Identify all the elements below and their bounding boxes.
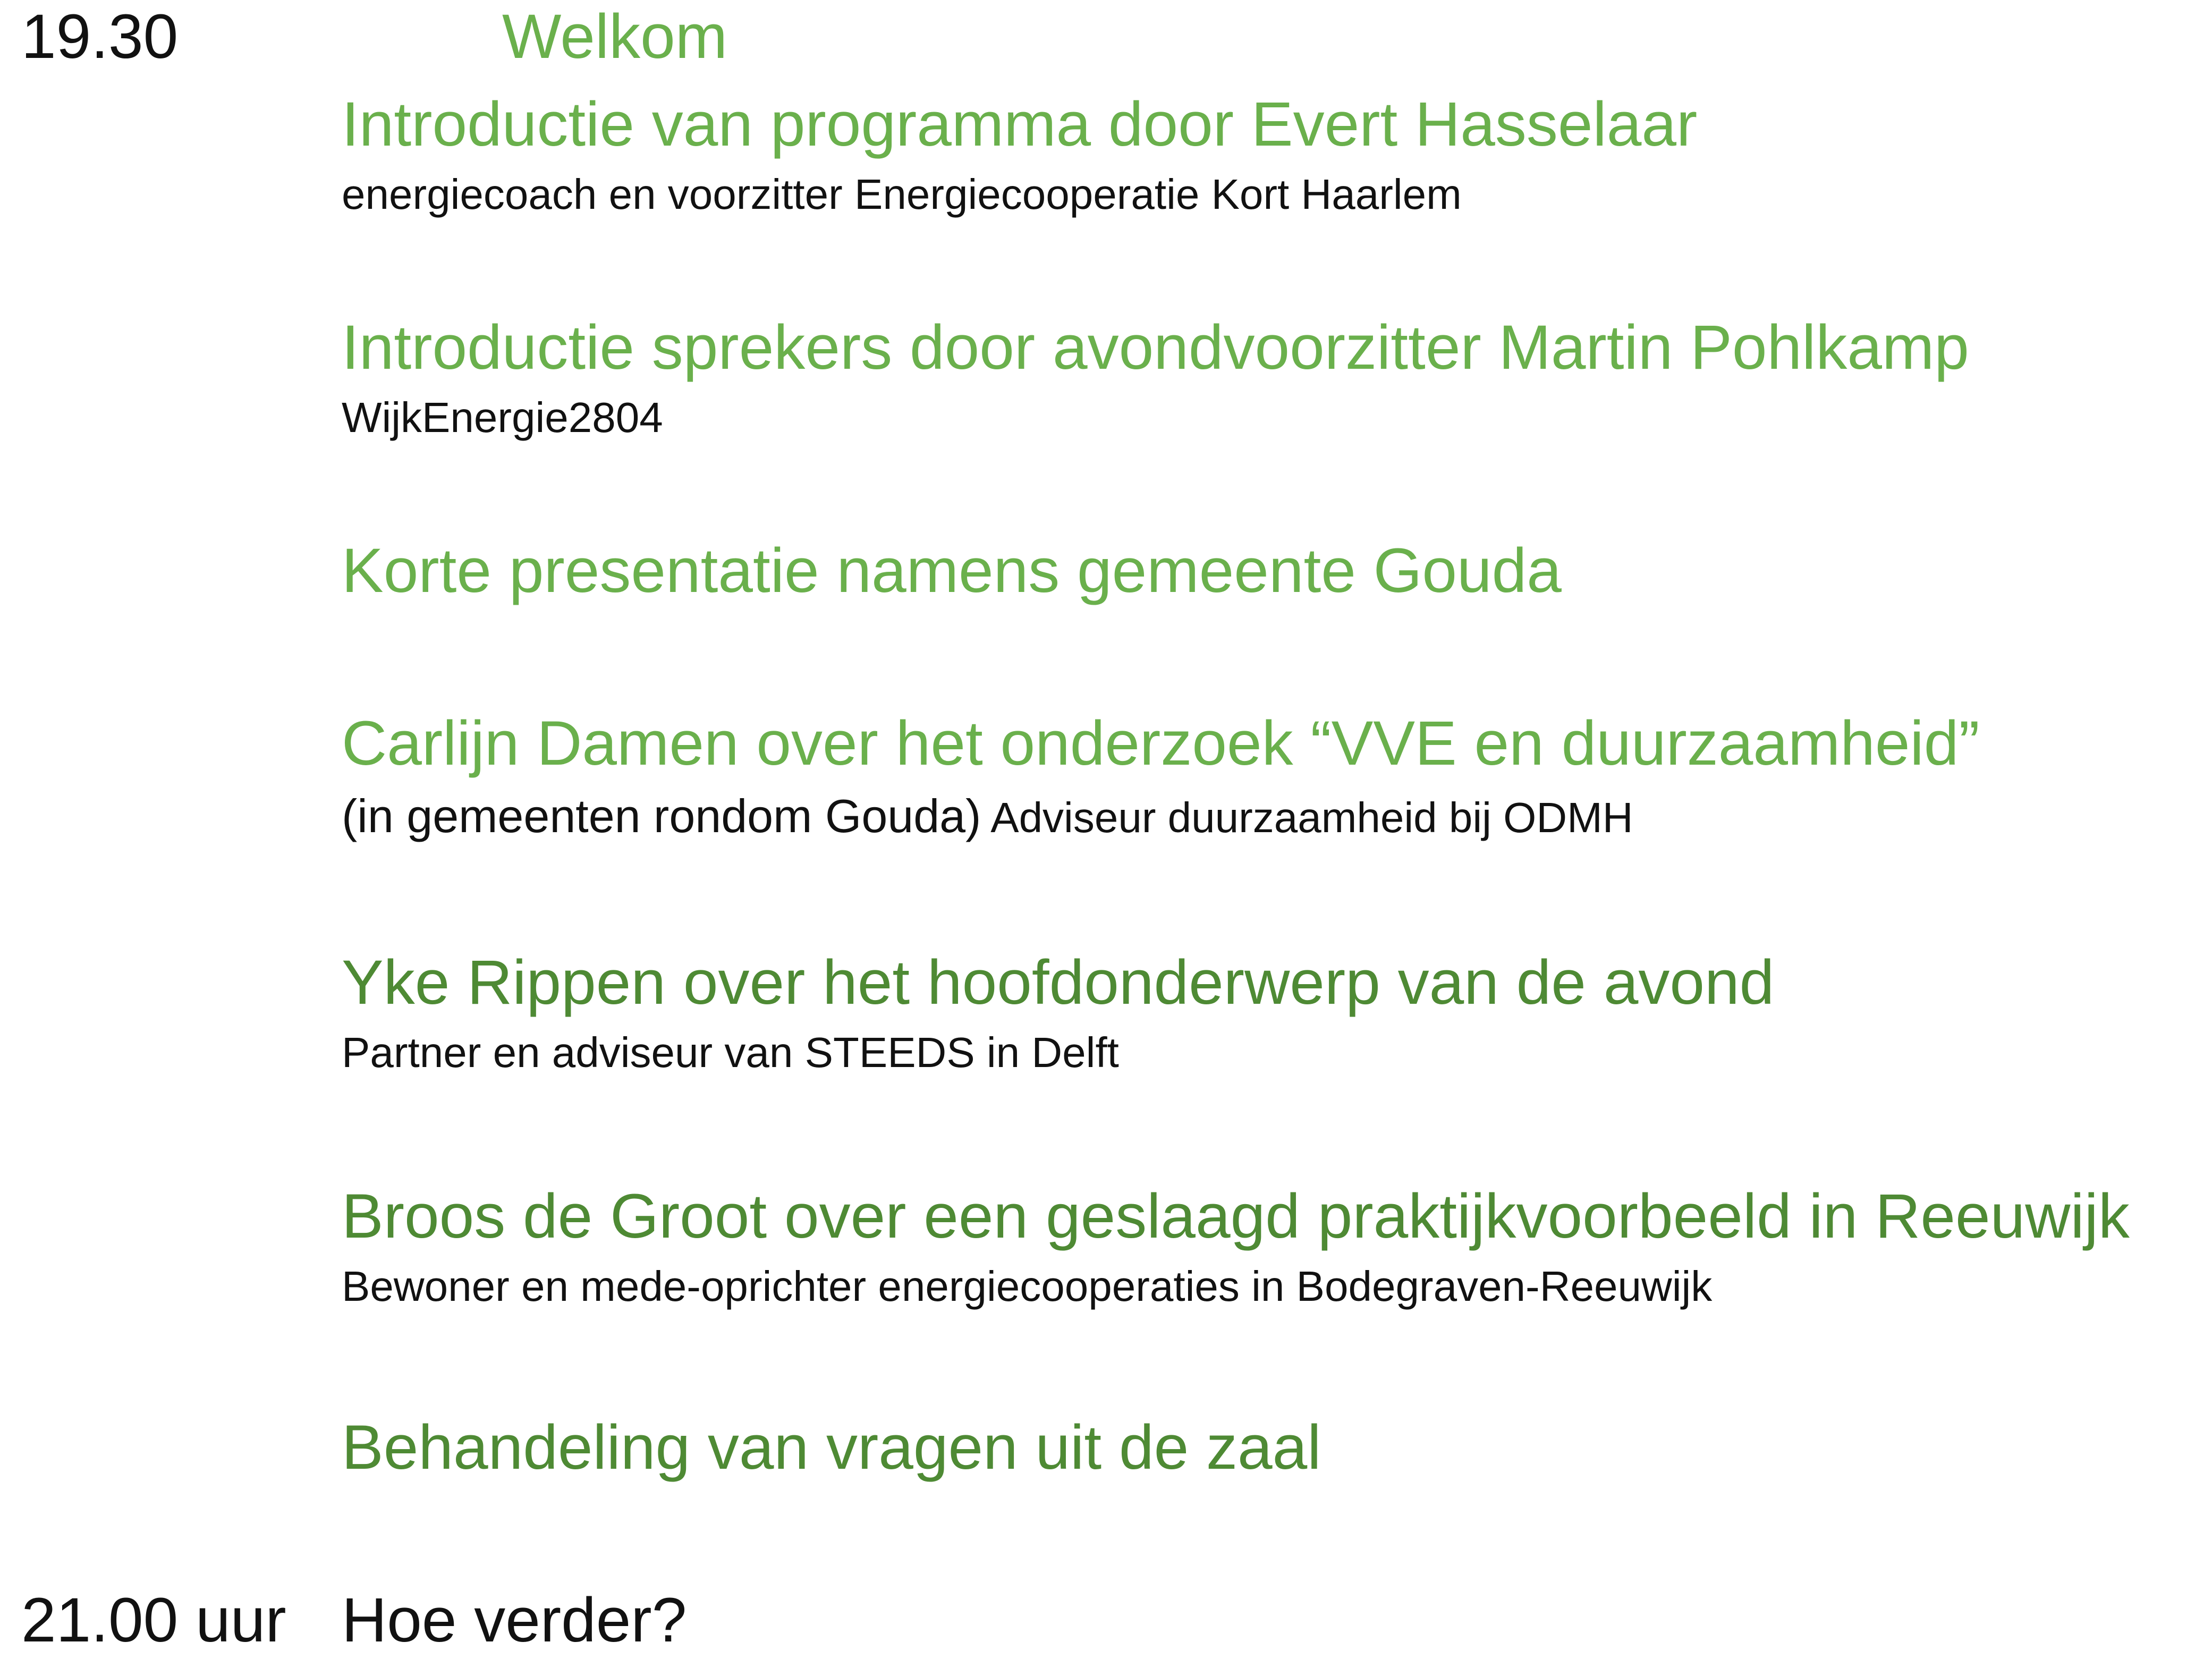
program-item-subtitle: Partner en adviseur van STEEDS in Delft xyxy=(342,1029,1119,1077)
program-item-presentatie-gemeente xyxy=(342,534,1562,608)
start-time: 19.30 xyxy=(21,2,179,72)
program-item-subtitle: Adviseur duurzaamheid bij ODMH xyxy=(990,794,1633,842)
program-item-introductie-programma xyxy=(342,88,1697,220)
program-item-title: Introductie van programma door Evert Hasselaar xyxy=(342,89,1698,159)
closing-label: Hoe verder? xyxy=(342,1585,687,1655)
end-time: 21.00 uur xyxy=(21,1585,286,1655)
program-item-title: Yke Rippen over het hoofdonderwerp van de avond xyxy=(342,947,1775,1018)
program-item-title: Carlijn Damen over het onderzoek “VVE en duurzaamheid” xyxy=(342,708,1980,778)
program-item-title: Broos de Groot over een geslaagd praktijkvoorbeeld in Reeuwijk xyxy=(342,1181,2130,1251)
program-item-vragen-zaal xyxy=(342,1411,1321,1485)
program-item-title: Introductie sprekers door avondvoorzitter Martin Pohlkamp xyxy=(342,312,1969,383)
program-item-broos-de-groot xyxy=(342,1180,2130,1312)
program-item-subtitle: Bewoner en mede-oprichter energiecooperaties in Bodegraven-Reeuwijk xyxy=(342,1263,1713,1310)
program-item-yke-rippen xyxy=(342,946,1774,1078)
program-item-title: Behandeling van vragen uit de zaal xyxy=(342,1412,1321,1483)
program-item-introductie-sprekers xyxy=(342,311,1969,443)
program-item-subtitle: WijkEnergie2804 xyxy=(342,394,663,442)
program-item-title: Korte presentatie namens gemeente Gouda xyxy=(342,536,1562,606)
program-item-subtitle-paren: (in gemeenten rondom Gouda) xyxy=(342,790,981,843)
program-item-subtitle-row xyxy=(342,788,1980,844)
welcome-heading: Welkom xyxy=(502,2,728,72)
program-item-subtitle: energiecoach en voorzitter Energiecooperatie Kort Haarlem xyxy=(342,171,1462,218)
program-item-carlijn-damen xyxy=(342,707,1980,844)
